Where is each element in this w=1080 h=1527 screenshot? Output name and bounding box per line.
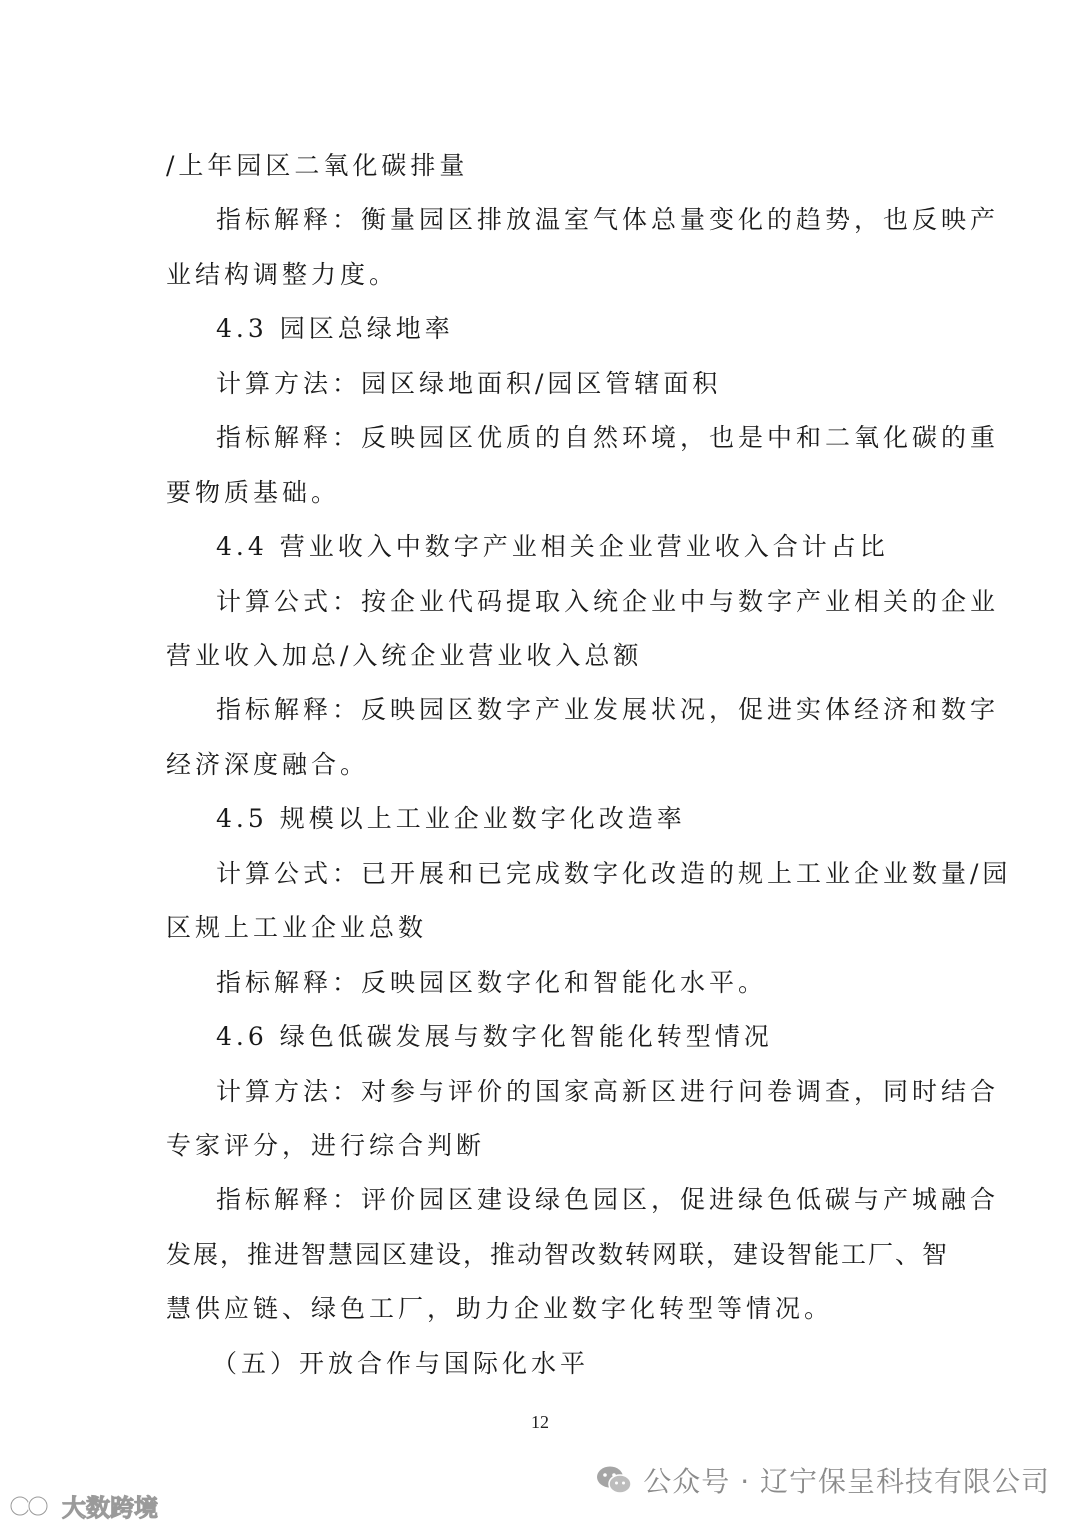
watermark-logo <box>8 1488 158 1523</box>
text-line: 指标解释：评价园区建设绿色园区，促进绿色低碳与产城融合 <box>216 1185 1000 1214</box>
text-line: 指标解释：反映园区数字产业发展状况，促进实体经济和数字 <box>216 695 1000 724</box>
text-line: 业结构调整力度。 <box>166 260 399 289</box>
page-number: 12 <box>531 1412 549 1432</box>
text-line: 计算方法：园区绿地面积/园区管辖面积 <box>216 369 722 398</box>
watermark-text: 大数跨境 <box>62 1494 158 1522</box>
text-line: /上年园区二氧化碳排量 <box>166 151 469 180</box>
text-line: 指标解释：反映园区数字化和智能化水平。 <box>216 968 768 997</box>
text-line: 发展，推进智慧园区建设，推动智改数转网联，建设智能工厂、智 <box>166 1240 950 1269</box>
text-line: 指标解释：衡量园区排放温室气体总量变化的趋势，也反映产 <box>216 205 1000 234</box>
text-line: 经济深度融合。 <box>166 750 370 779</box>
text-line: 慧供应链、绿色工厂，助力企业数字化转型等情况。 <box>166 1294 834 1323</box>
text-line: 计算公式：按企业代码提取入统企业中与数字产业相关的企业 <box>216 587 1000 616</box>
logo-icon <box>8 1493 56 1519</box>
text-line: 专家评分，进行综合判断 <box>166 1131 486 1160</box>
text-line: 指标解释：反映园区优质的自然环境，也是中和二氧化碳的重 <box>216 423 1000 452</box>
text-line: 计算方法：对参与评价的国家高新区进行问卷调查，同时结合 <box>216 1077 1000 1106</box>
text-line: 区规上工业企业总数 <box>166 913 428 942</box>
text-line: 营业收入加总/入统企业营业收入总额 <box>166 641 643 670</box>
section-heading: 4.4 营业收入中数字产业相关企业营业收入合计占比 <box>216 532 889 561</box>
watermark-wechat <box>595 1460 1050 1500</box>
wechat-icon <box>595 1464 633 1496</box>
text-line: 要物质基础。 <box>166 478 341 507</box>
section-heading: （五）开放合作与国际化水平 <box>212 1349 590 1378</box>
section-heading: 4.6 绿色低碳发展与数字化智能化转型情况 <box>216 1022 773 1051</box>
watermark-text: 公众号 · 辽宁保呈科技有限公司 <box>643 1465 1050 1498</box>
text-line: 计算公式：已开展和已完成数字化改造的规上工业企业数量/园 <box>216 859 1012 888</box>
section-heading: 4.3 园区总绿地率 <box>216 314 454 343</box>
section-heading: 4.5 规模以上工业企业数字化改造率 <box>216 804 686 833</box>
